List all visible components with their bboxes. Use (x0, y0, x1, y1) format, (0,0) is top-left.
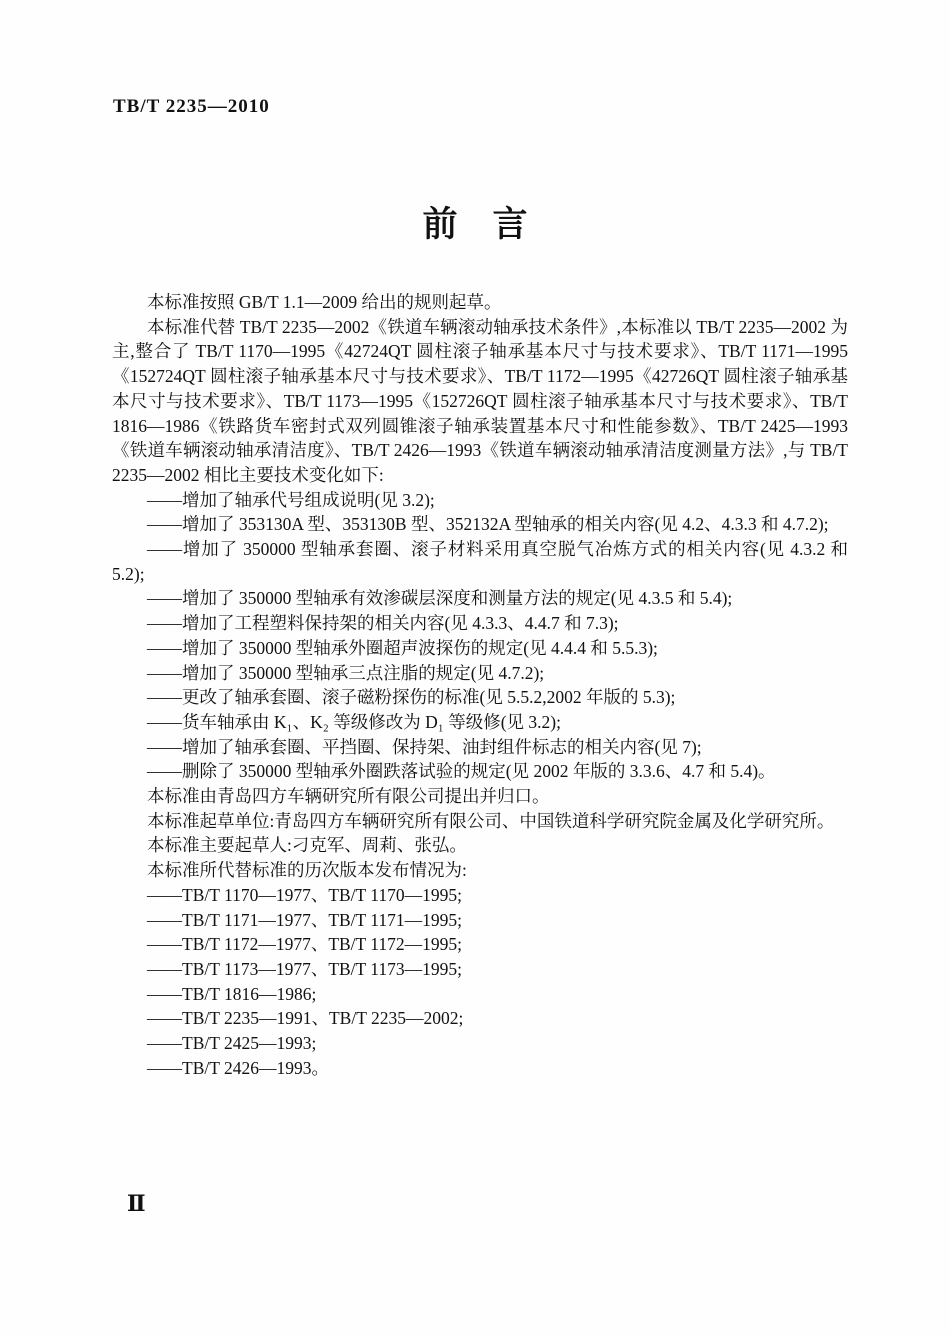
paragraph: ——TB/T 2425—1993; (147, 1033, 317, 1054)
paragraph: ——删除了 350000 型轴承外圈跌落试验的规定(见 2002 年版的 3.3.6、4.7 和 5.4)。 (147, 761, 776, 782)
paragraph: ——更改了轴承套圈、滚子磁粉探伤的标准(见 5.5.2,2002 年版的 5.3); (147, 687, 676, 708)
paragraph: ——TB/T 2235—1991、TB/T 2235—2002; (147, 1008, 464, 1029)
paragraph: ——增加了 350000 型轴承有效渗碳层深度和测量方法的规定(见 4.3.5 和 5.4); (147, 588, 733, 609)
paragraph: ——增加了轴承套圈、平挡圈、保持架、油封组件标志的相关内容(见 7); (147, 736, 702, 757)
foreword-content (112, 290, 848, 1081)
paragraph: ——TB/T 1171—1977、TB/T 1171—1995; (147, 909, 463, 930)
paragraph: ——TB/T 1816—1986; (147, 983, 317, 1004)
paragraph: ——TB/T 1170—1977、TB/T 1170—1995; (147, 884, 463, 905)
paragraph: ——TB/T 2426—1993。 (147, 1057, 329, 1078)
paragraph: 本标准主要起草人:刁克军、周莉、张弘。 (147, 835, 467, 856)
paragraph: ——TB/T 1173—1977、TB/T 1173—1995; (147, 958, 463, 979)
paragraph: ——增加了轴承代号组成说明(见 3.2); (147, 489, 435, 510)
paragraph: ——增加了 350000 型轴承三点注脂的规定(见 4.7.2); (147, 662, 545, 683)
paragraph: ——增加了 350000 型轴承套圈、滚子材料采用真空脱气冶炼方式的相关内容(见 4.3.2 和 5.2); (112, 539, 848, 584)
paragraph: 本标准按照 GB/T 1.1—2009 给出的规则起草。 (147, 292, 502, 312)
paragraph: 本标准代替 TB/T 2235—2002《铁道车辆滚动轴承技术条件》,本标准以 TB/T 2235—2002 为主,整合了 TB/T 1170—1995《42724QT 圆柱滚子轴承基本尺寸与技术要求》、TB/T 1171—1995《152724QT 圆柱滚子轴承基本尺寸与技术要求》、TB/T 1172—1995《42726QT 圆柱滚子轴承基本尺寸与技术要求》、TB/T 1173—1995《152726QT 圆柱滚子轴承基本尺寸与技术要求》、TB/T 1816—1986《铁路货车密封式双列圆锥滚子轴承装置基本尺寸和性能参数》、TB/T 2425—1993《铁道车辆滚动轴承清洁度》、TB/T 2426—1993《铁道车辆滚动轴承清洁度测量方法》,与 TB/T 2235—2002 相比主要技术变化如下: (112, 316, 848, 485)
paragraph: ——增加了工程塑料保持架的相关内容(见 4.3.3、4.4.7 和 7.3); (147, 613, 619, 634)
paragraph: ——增加了 353130A 型、353130B 型、352132A 型轴承的相关内容(见 4.2、4.3.3 和 4.7.2); (147, 514, 829, 535)
paragraph: 本标准起草单位:青岛四方车辆研究所有限公司、中国铁道科学研究院金属及化学研究所。 (147, 810, 835, 831)
standard-number: TB/T 2235—2010 (113, 96, 270, 117)
paragraph: 本标准由青岛四方车辆研究所有限公司提出并归口。 (147, 786, 550, 807)
paragraph: ——货车轴承由 K₁、K₂ 等级修改为 D₁ 等级修(见 3.2); (147, 711, 561, 732)
paragraph: ——增加了 350000 型轴承外圈超声波探伤的规定(见 4.4.4 和 5.5.3); (147, 637, 658, 658)
page-title: 前 言 (422, 205, 528, 244)
paragraph: 本标准所代替标准的历次版本发布情况为: (147, 860, 467, 881)
page-number: Ⅱ (127, 1191, 146, 1216)
paragraph: ——TB/T 1172—1977、TB/T 1172—1995; (147, 934, 463, 955)
